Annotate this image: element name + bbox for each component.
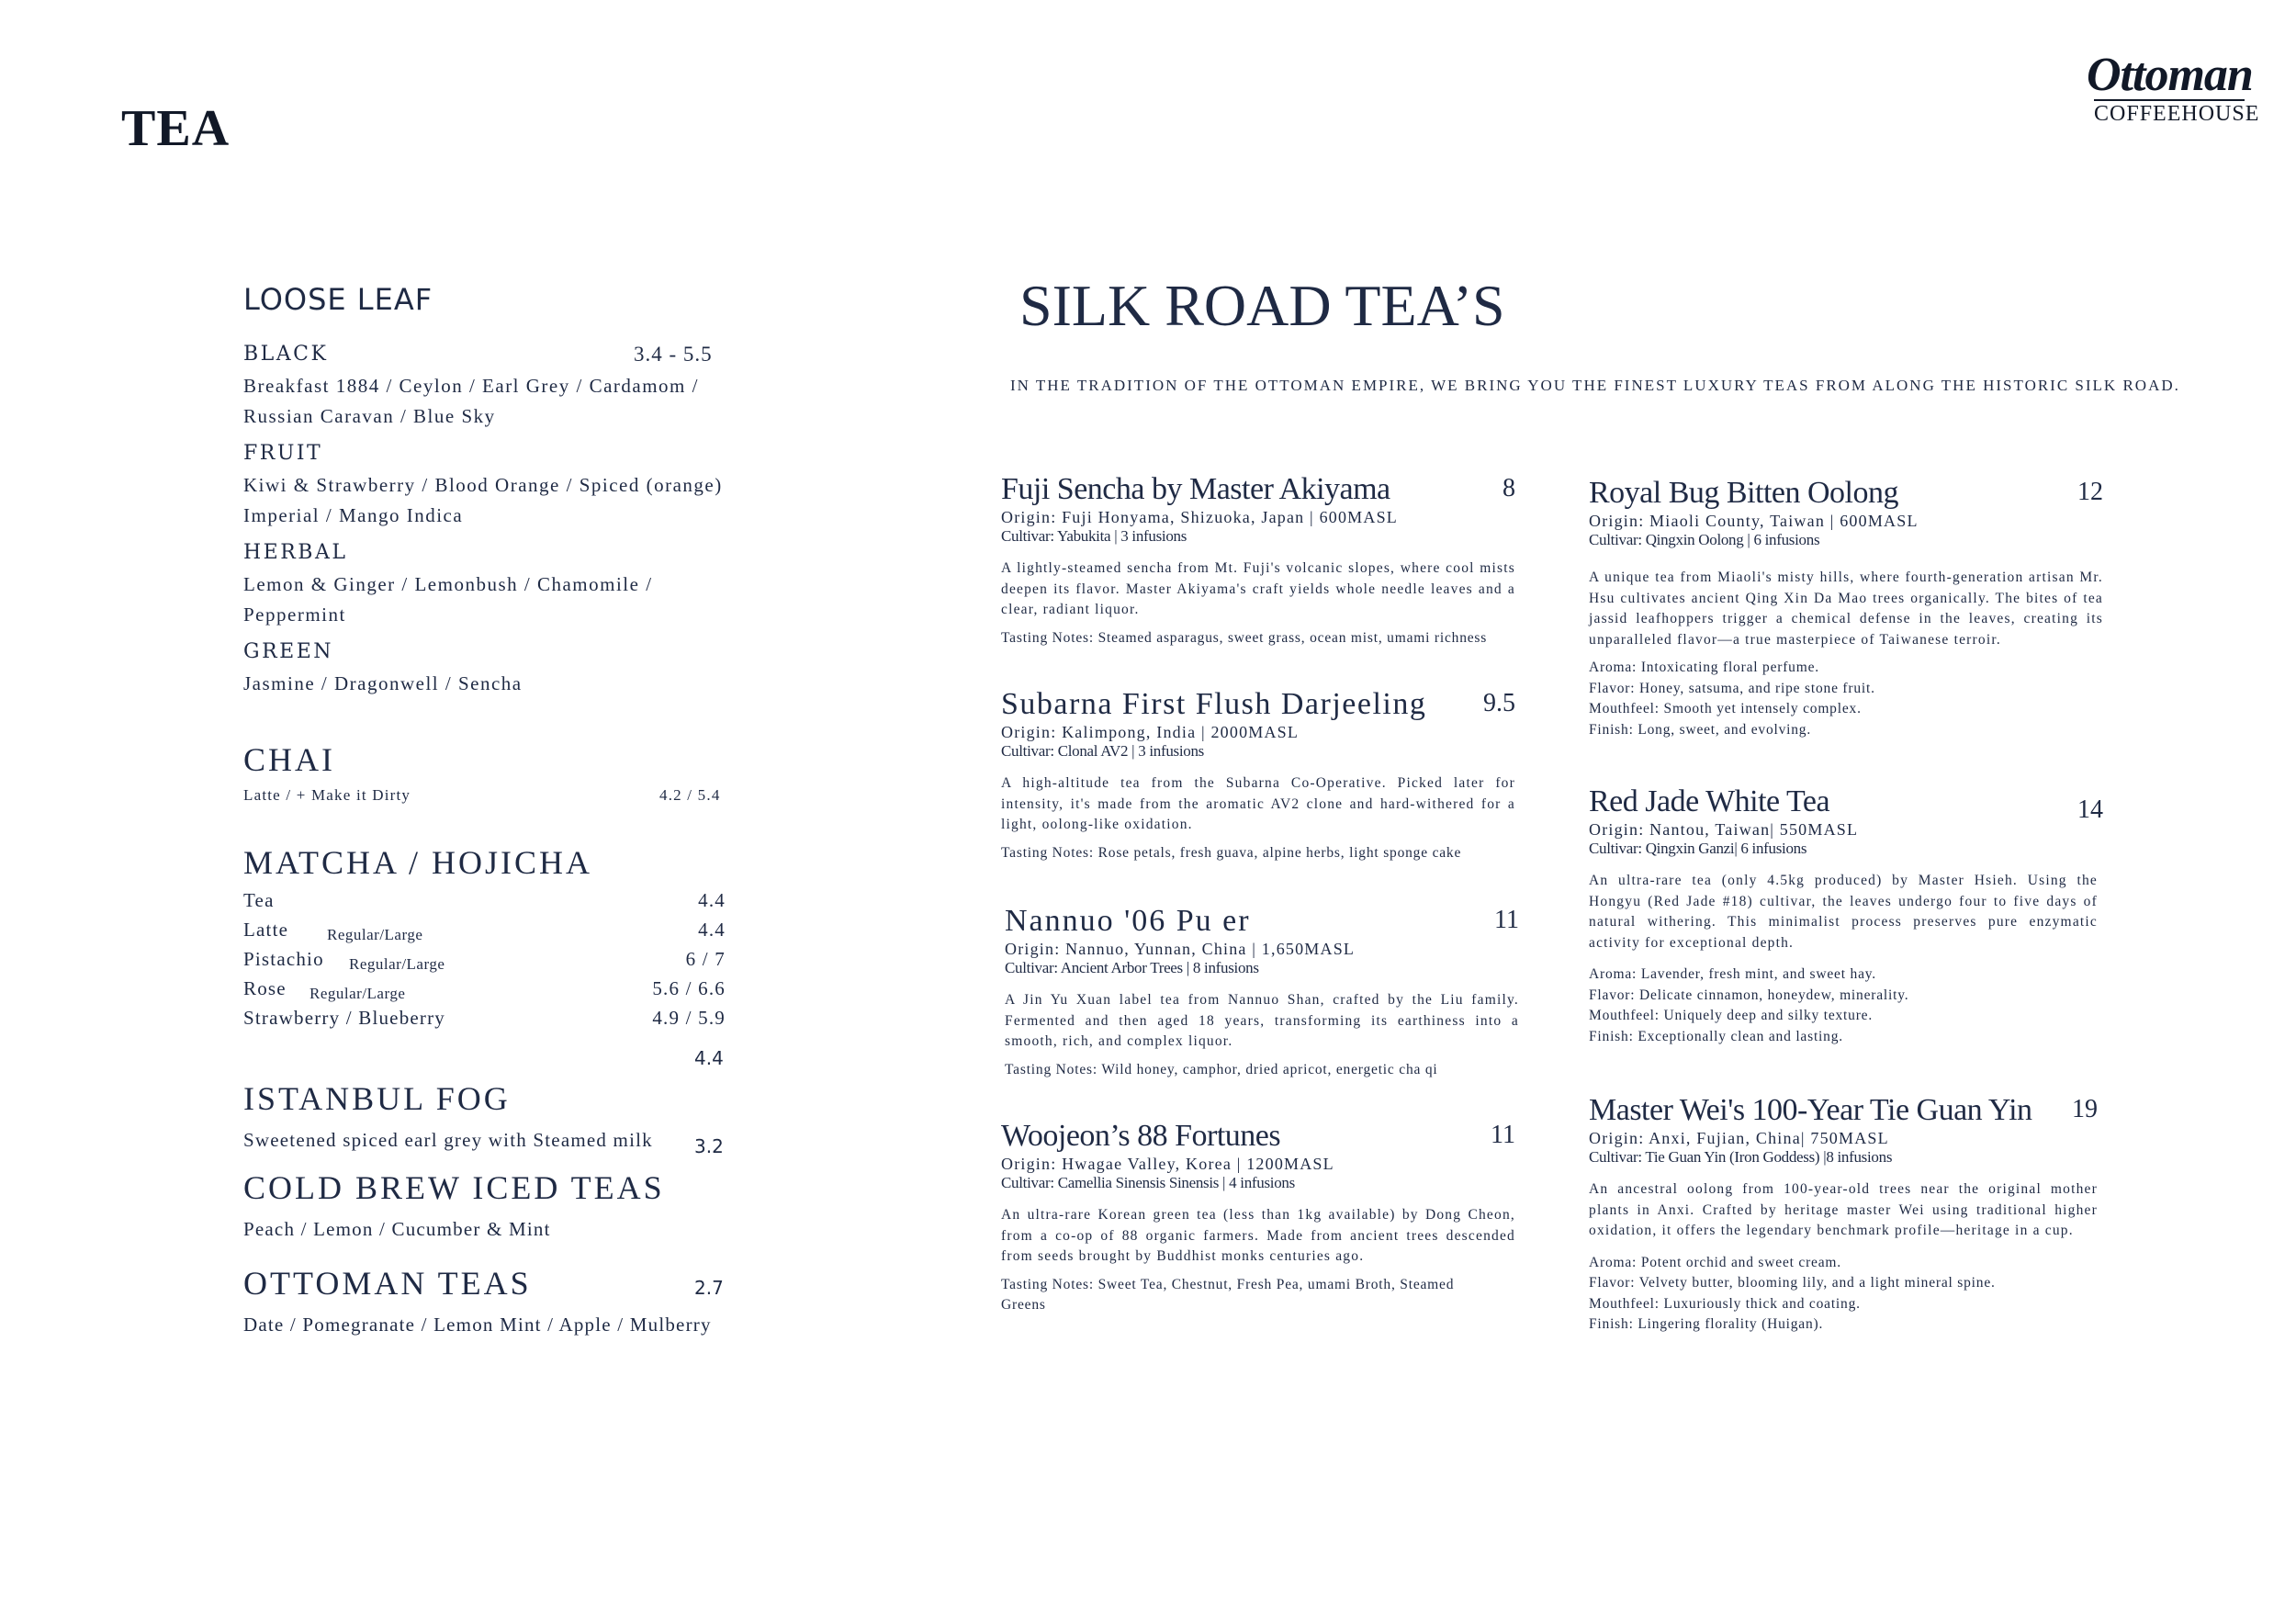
tea-name: Nannuo '06 Pu er	[1005, 904, 1251, 938]
tea-price: 12	[2077, 478, 2103, 506]
tea-cultivar: Cultivar: Camellia Sinensis Sinensis | 4 infusions	[1001, 1174, 1295, 1191]
ottoman-teas-title: OTTOMAN TEAS	[243, 1265, 532, 1302]
black-items: Breakfast 1884 / Ceylon / Earl Grey / Cardamom / Russian Caravan / Blue Sky	[243, 375, 699, 427]
tea-note: Aroma: Potent orchid and sweet cream.	[1589, 1254, 1841, 1270]
ottoman-coffeehouse-logo	[2087, 49, 2260, 129]
matcha-row-price: 4.4	[698, 919, 726, 941]
tea-name: Master Wei's 100-Year Tie Guan Yin	[1589, 1093, 2032, 1127]
cold-brew-price: 3.2	[694, 1135, 724, 1157]
cold-brew-title: COLD BREW ICED TEAS	[243, 1169, 665, 1206]
tea-origin: Origin: Miaoli County, Taiwan | 600MASL	[1589, 512, 1919, 530]
tea-item	[1001, 687, 1515, 863]
tea-origin: Origin: Fuji Honyama, Shizuoka, Japan | 600MASL	[1001, 508, 1398, 526]
tea-item	[1001, 472, 1515, 648]
tea-note: Mouthfeel: Smooth yet intensely complex.	[1589, 701, 1862, 716]
ottoman-teas-price: 2.7	[694, 1277, 724, 1299]
herbal-label: HERBAL	[243, 541, 348, 564]
tea-description: A Jin Yu Xuan label tea from Nannuo Shan, crafted by the Liu family. Fermented and then aged 18 years, transforming its earthiness into a smooth, rich, and complex liquor.	[1005, 992, 1519, 1049]
green-label: GREEN	[243, 640, 334, 663]
tea-notes	[1589, 1253, 2103, 1336]
cold-brew-items: Peach / Lemon / Cucumber & Mint	[243, 1218, 551, 1240]
herbal-items: Lemon & Ginger / Lemonbush / Chamomile / Peppermint	[243, 573, 653, 626]
matcha-row-price: 4.9 / 5.9	[652, 1007, 726, 1029]
tea-notes	[1001, 628, 1515, 649]
tea-price: 19	[2072, 1095, 2098, 1123]
tea-note: Flavor: Velvety butter, blooming lily, and a light mineral spine.	[1589, 1275, 1996, 1291]
loose-leaf-title: LOOSE LEAF	[243, 282, 433, 317]
tea-description: A lightly-steamed sencha from Mt. Fuji's volcanic slopes, where cool mists deepen its flavor. Master Akiyama's craft yields whole needle leaves and a clear, radiant liquor.	[1001, 560, 1515, 617]
tea-note: Mouthfeel: Luxuriously thick and coating.	[1589, 1295, 1861, 1312]
page-title: TEA	[121, 100, 231, 157]
tea-notes	[1589, 658, 2103, 740]
tea-note: Tasting Notes: Sweet Tea, Chestnut, Fresh Pea, umami Broth, Steamed	[1001, 1276, 1455, 1292]
tea-price: 11	[1491, 1121, 1515, 1149]
istanbul-fog-desc: Sweetened spiced earl grey with Steamed milk	[243, 1129, 653, 1151]
matcha-title: MATCHA / HOJICHA	[243, 844, 593, 881]
tea-note: Tasting Notes: Steamed asparagus, sweet grass, ocean mist, umami richness	[1001, 629, 1488, 646]
tea-cultivar: Cultivar: Yabukita | 3 infusions	[1001, 527, 1187, 545]
matcha-row-label: Strawberry / Blueberry	[243, 1007, 446, 1029]
tea-description: An ultra-rare tea (only 4.5kg produced) by Master Hsieh. Using the Hongyu (Red Jade #18) cultivar, the leaves undergo four to five days of natural withering. This minimalist process preserves pure enzymatic activity for exceptional depth.	[1589, 873, 2098, 951]
matcha-row-label: Tea	[243, 889, 275, 911]
chai-items: Latte / + Make it Dirty	[243, 786, 411, 804]
ottoman-teas-items: Date / Pomegranate / Lemon Mint / Apple / Mulberry	[243, 1314, 712, 1336]
tea-name: Woojeon’s 88 Fortunes	[1001, 1119, 1281, 1153]
green-items: Jasmine / Dragonwell / Sencha	[243, 672, 523, 694]
tea-item	[1589, 476, 2103, 740]
tea-origin: Origin: Hwagae Valley, Korea | 1200MASL	[1001, 1155, 1334, 1173]
tea-item	[1001, 1119, 1515, 1316]
tea-name: Fuji Sencha by Master Akiyama	[1001, 472, 1390, 506]
tea-note: Aroma: Intoxicating floral perfume.	[1589, 660, 1819, 675]
tea-notes	[1589, 964, 2103, 1047]
tea-notes	[1005, 1060, 1519, 1081]
tea-note: Mouthfeel: Uniquely deep and silky texture.	[1589, 1008, 1874, 1023]
tea-note: Greens	[1001, 1297, 1046, 1313]
tea-notes	[1001, 843, 1515, 864]
tea-name: Royal Bug Bitten Oolong	[1589, 476, 1898, 510]
tea-price: 14	[2077, 795, 2103, 824]
tea-cultivar: Cultivar: Tie Guan Yin (Iron Goddess) |8 infusions	[1589, 1148, 1893, 1166]
istanbul-fog-price: 4.4	[694, 1047, 724, 1069]
tea-notes	[1001, 1275, 1515, 1316]
tea-cultivar: Cultivar: Qingxin Oolong | 6 infusions	[1589, 531, 1820, 548]
tea-note: Aroma: Lavender, fresh mint, and sweet hay.	[1589, 966, 1876, 982]
matcha-row-size: Regular/Large	[310, 985, 406, 1002]
tea-cultivar: Cultivar: Clonal AV2 | 3 infusions	[1001, 742, 1204, 760]
logo-sub: COFFEEHOUSE	[2094, 99, 2245, 125]
silk-road-subtitle: IN THE TRADITION OF THE OTTOMAN EMPIRE, WE BRING YOU THE FINEST LUXURY TEAS FROM ALONG THE HISTORIC SILK ROAD.	[1010, 377, 2180, 394]
logo-script: Ottoman	[2087, 49, 2253, 101]
matcha-row-price: 6 / 7	[685, 948, 726, 970]
tea-description: A high-altitude tea from the Subarna Co-Operative. Picked later for intensity, it's made from the aromatic AV2 clone and hard-withered for a light, oolong-like oxidation.	[1001, 775, 1515, 832]
matcha-row-price: 5.6 / 6.6	[652, 977, 726, 999]
tea-price: 8	[1503, 474, 1515, 502]
matcha-row-label: Pistachio	[243, 948, 324, 970]
tea-cultivar: Cultivar: Qingxin Ganzi| 6 infusions	[1589, 840, 1807, 857]
fruit-items: Kiwi & Strawberry / Blood Orange / Spiced (orange) Imperial / Mango Indica	[243, 474, 723, 526]
tea-name: Red Jade White Tea	[1589, 784, 1830, 818]
chai-title: CHAI	[243, 741, 335, 778]
tea-item	[1589, 1093, 2103, 1336]
tea-note: Finish: Exceptionally clean and lasting.	[1589, 1028, 1843, 1044]
tea-origin: Origin: Nantou, Taiwan| 550MASL	[1589, 820, 1859, 839]
silk-road-title: SILK ROAD TEA’S	[1019, 273, 1505, 338]
tea-note: Finish: Long, sweet, and evolving.	[1589, 721, 1812, 738]
black-label: BLACK	[243, 343, 329, 366]
tea-description: An ultra-rare Korean green tea (less than 1kg available) by Dong Cheon, from a co-op of 88 organic farmers. Made from ancient trees descended from seeds brought by Buddhist monks centuries ago.	[1001, 1207, 1515, 1264]
matcha-row-size: Regular/Large	[349, 955, 445, 973]
istanbul-fog-title: ISTANBUL FOG	[243, 1080, 511, 1117]
tea-price: 9.5	[1483, 689, 1515, 717]
tea-item	[1005, 904, 1519, 1080]
tea-note: Flavor: Delicate cinnamon, honeydew, minerality.	[1589, 987, 1909, 1003]
tea-origin: Origin: Nannuo, Yunnan, China | 1,650MASL	[1005, 940, 1356, 958]
tea-origin: Origin: Anxi, Fujian, China| 750MASL	[1589, 1129, 1889, 1147]
chai-price: 4.2 / 5.4	[659, 786, 721, 804]
matcha-row-label: Rose	[243, 977, 287, 999]
fruit-label: FRUIT	[243, 442, 323, 465]
tea-cultivar: Cultivar: Ancient Arbor Trees | 8 infusions	[1005, 959, 1259, 976]
tea-price: 11	[1494, 906, 1519, 934]
black-price: 3.4 - 5.5	[634, 343, 713, 366]
tea-description: An ancestral oolong from 100-year-old trees near the original mother plants in Anxi. Crafted by heritage master Wei using traditional higher oxidation, it offers the legendary benchmark profile—heritage in a cup.	[1589, 1181, 2098, 1238]
tea-description: A unique tea from Miaoli's misty hills, where fourth-generation artisan Mr. Hsu cultivates ancient Qing Xin Da Mao trees organically. The bites of tea jassid leafhoppers trigger a chemical defense in the leaves, creating its unparalleled flavor—a true masterpiece of Taiwanese terroir.	[1589, 570, 2103, 648]
tea-note: Tasting Notes: Wild honey, camphor, dried apricot, energetic cha qi	[1005, 1061, 1438, 1077]
matcha-row-size: Regular/Large	[327, 926, 423, 943]
matcha-row-label: Latte	[243, 919, 289, 941]
tea-name: Subarna First Flush Darjeeling	[1001, 687, 1427, 721]
tea-note: Flavor: Honey, satsuma, and ripe stone fruit.	[1589, 680, 1875, 696]
tea-note: Finish: Lingering florality (Huigan).	[1589, 1316, 1824, 1332]
tea-origin: Origin: Kalimpong, India | 2000MASL	[1001, 723, 1300, 741]
tea-note: Tasting Notes: Rose petals, fresh guava, alpine herbs, light sponge cake	[1001, 844, 1462, 861]
tea-item	[1589, 784, 2103, 1047]
matcha-row-price: 4.4	[698, 889, 726, 911]
